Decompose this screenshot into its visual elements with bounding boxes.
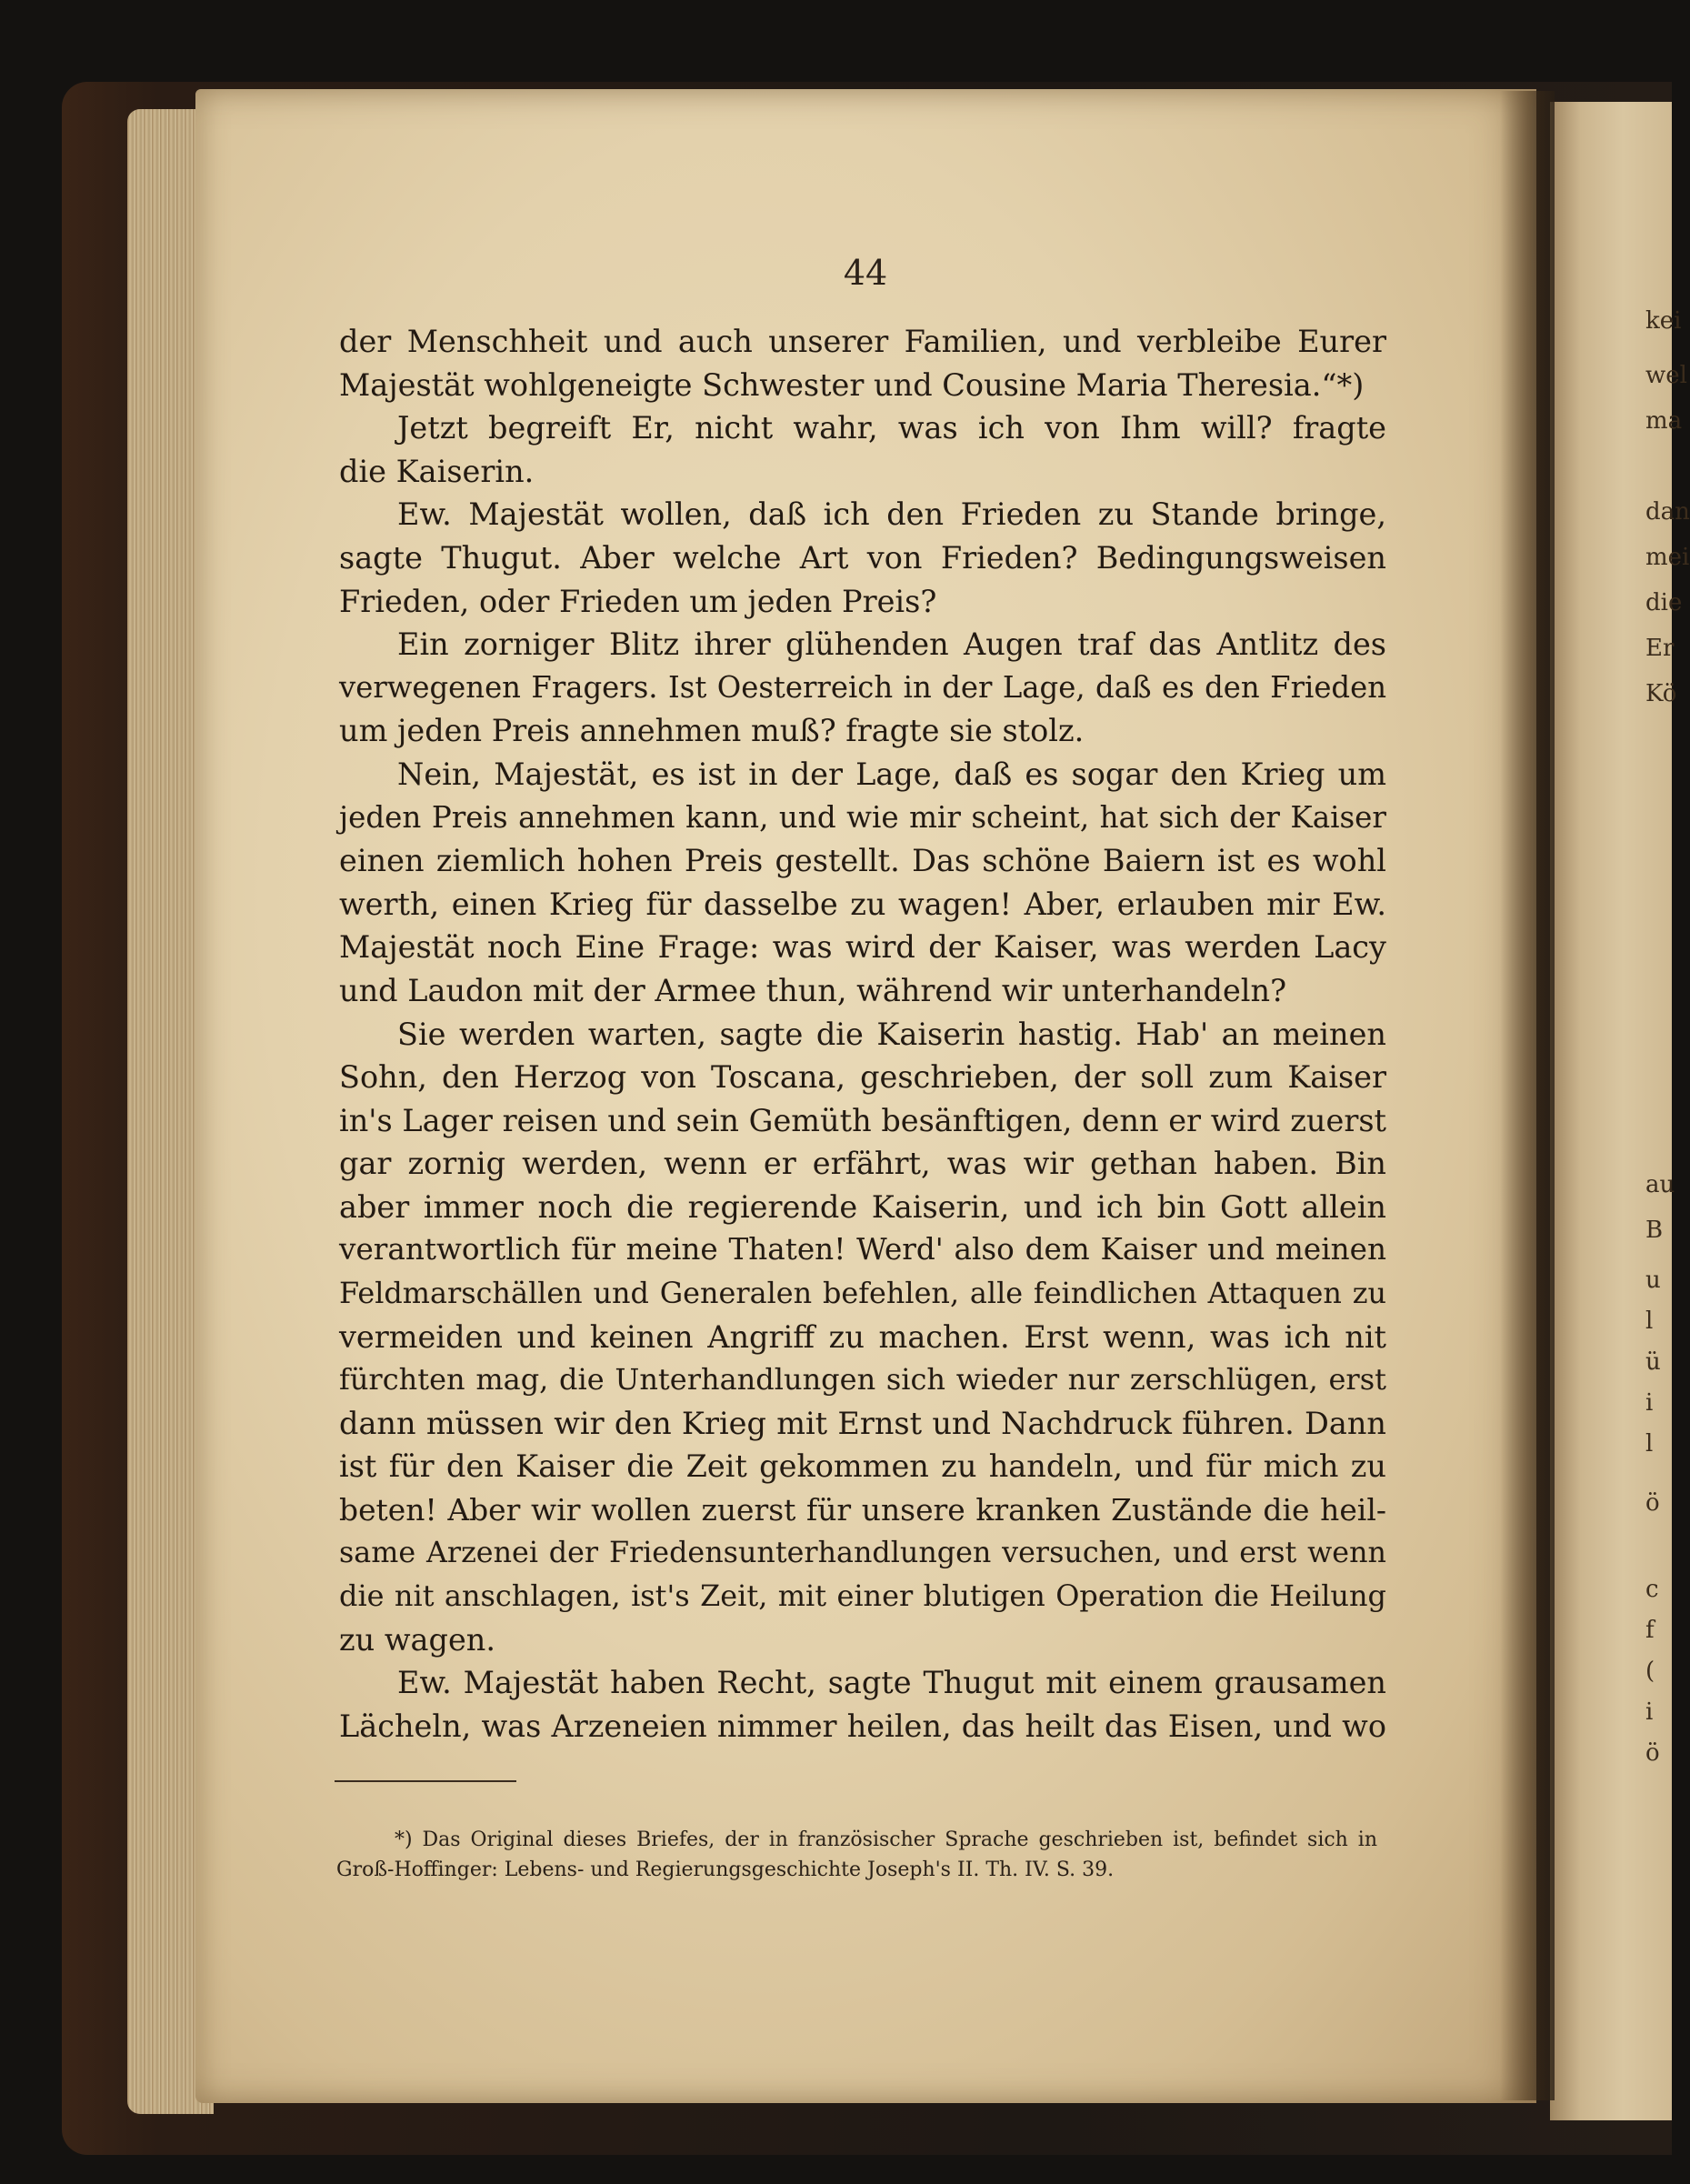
facing-page-fragment: Kö [1645,680,1677,707]
facing-page-fragment: l [1645,1307,1654,1335]
text-line: vermeiden und keinen Angriff zu machen. Erst wenn, was ich nit [339,1318,1386,1355]
text-line: werth, einen Krieg für dasselbe zu wagen! Aber, erlauben mir Ew. [339,886,1386,922]
text-line: Ein zorniger Blitz ihrer glühenden Augen traf das Antlitz des [397,626,1386,663]
text-line: die nit anschlagen, ist's Zeit, mit einer blutigen Operation die Heilung [339,1578,1386,1614]
text-line: same Arzenei der Friedensunterhandlungen versuchen, und erst wenn [339,1536,1386,1569]
text-line: verantwortlich für meine Thaten! Werd' also dem Kaiser und meinen [339,1232,1386,1267]
text-line: Feldmarschällen und Generalen befehlen, alle feindlichen Attaquen zu [339,1276,1386,1311]
text-line: Nein, Majestät, es ist in der Lage, daß es sogar den Krieg um [397,756,1386,792]
text-line: Sohn, den Herzog von Toscana, geschrieben, der soll zum Kaiser [339,1059,1386,1096]
text-line: Ew. Majestät haben Recht, sagte Thugut mit einem grausamen [397,1665,1386,1701]
text-line: sagte Thugut. Aber welche Art von Frieden? Bedingungsweisen [339,539,1386,576]
facing-page-fragment: l [1645,1430,1654,1458]
facing-page-fragment: Er [1645,635,1675,662]
facing-page-fragment: mei [1645,544,1690,571]
text-line: beten! Aber wir wollen zuerst für unsere kranken Zustände die heil- [339,1492,1386,1528]
text-line: und Laudon mit der Armee thun, während wir unterhandeln? [339,972,1287,1008]
book-gutter [1500,91,1555,2100]
text-line: verwegenen Fragers. Ist Oesterreich in der Lage, daß es den Frieden [339,669,1386,705]
text-line: der Menschheit und auch unserer Familien, und verbleibe Eurer [339,324,1386,359]
text-line: in's Lager reisen und sein Gemüth besänftigen, denn er wird zuerst [339,1102,1386,1138]
body-text [339,320,1386,1748]
footnote-rule [335,1780,516,1782]
text-line: um jeden Preis annehmen muß? fragte sie stolz. [339,713,1085,749]
text-line: Lächeln, was Arzeneien nimmer heilen, das heilt das Eisen, und wo [339,1708,1386,1744]
text-line: zu wagen. [339,1621,496,1658]
facing-page-fragment: dan [1645,498,1690,526]
facing-page-fragment: kei [1645,307,1682,335]
facing-page [1550,102,1690,2120]
text-line: Majestät noch Eine Frage: was wird der Kaiser, was werden Lacy [339,929,1386,966]
text-line: einen ziemlich hohen Preis gestellt. Das schöne Baiern ist es wohl [339,843,1386,879]
facing-page-fragment: u [1645,1267,1661,1294]
text-line: gar zornig werden, wenn er erfährt, was wir gethan haben. Bin [339,1146,1386,1182]
footnote-line: Groß-Hoffinger: Lebens- und Regierungsgeschichte Joseph's II. Th. IV. S. 39. [336,1858,1115,1881]
facing-page-fragment: ö [1645,1489,1660,1517]
text-line: jeden Preis annehmen kann, und wie mir scheint, hat sich der Kaiser [339,799,1386,835]
facing-page-fragment: au [1645,1171,1675,1198]
text-line: ist für den Kaiser die Zeit gekommen zu handeln, und für mich zu [339,1448,1386,1485]
text-line: aber immer noch die regierende Kaiserin, und ich bin Gott allein [339,1188,1386,1225]
footnote [336,1825,1377,1885]
text-line: fürchten mag, die Unterhandlungen sich wieder nur zerschlügen, erst [339,1362,1386,1398]
facing-page-fragment: ö [1645,1739,1660,1767]
text-line: Frieden, oder Frieden um jeden Preis? [339,583,937,619]
facing-page-fragment: i [1645,1698,1654,1726]
facing-page-fragment: f [1645,1617,1655,1644]
text-line: Jetzt begreift Er, nicht wahr, was ich von Ihm will? fragte [397,410,1386,446]
facing-page-fragment: c [1645,1576,1659,1603]
text-line: Majestät wohlgeneigte Schwester und Cousine Maria Theresia.“*) [339,366,1365,403]
footnote-line: *) Das Original dieses Briefes, der in französischer Sprache geschrieben ist, befindet sich in [395,1828,1377,1851]
facing-page-fragment: ma [1645,407,1683,435]
facing-page-fragment: die [1645,589,1683,616]
facing-page-fragment: ( [1645,1658,1655,1685]
facing-page-fragment: ü [1645,1348,1661,1376]
facing-page-fragment: i [1645,1389,1654,1417]
page-number: 44 [843,253,888,293]
facing-page-fragment: B [1645,1217,1664,1244]
text-line: Ew. Majestät wollen, daß ich den Frieden zu Stande bringe, [397,496,1386,533]
facing-page-fragment: wel [1645,362,1687,389]
text-line: die Kaiserin. [339,453,535,489]
text-line: Sie werden warten, sagte die Kaiserin hastig. Hab' an meinen [397,1016,1386,1052]
text-line: dann müssen wir den Krieg mit Ernst und Nachdruck führen. Dann [339,1405,1386,1441]
